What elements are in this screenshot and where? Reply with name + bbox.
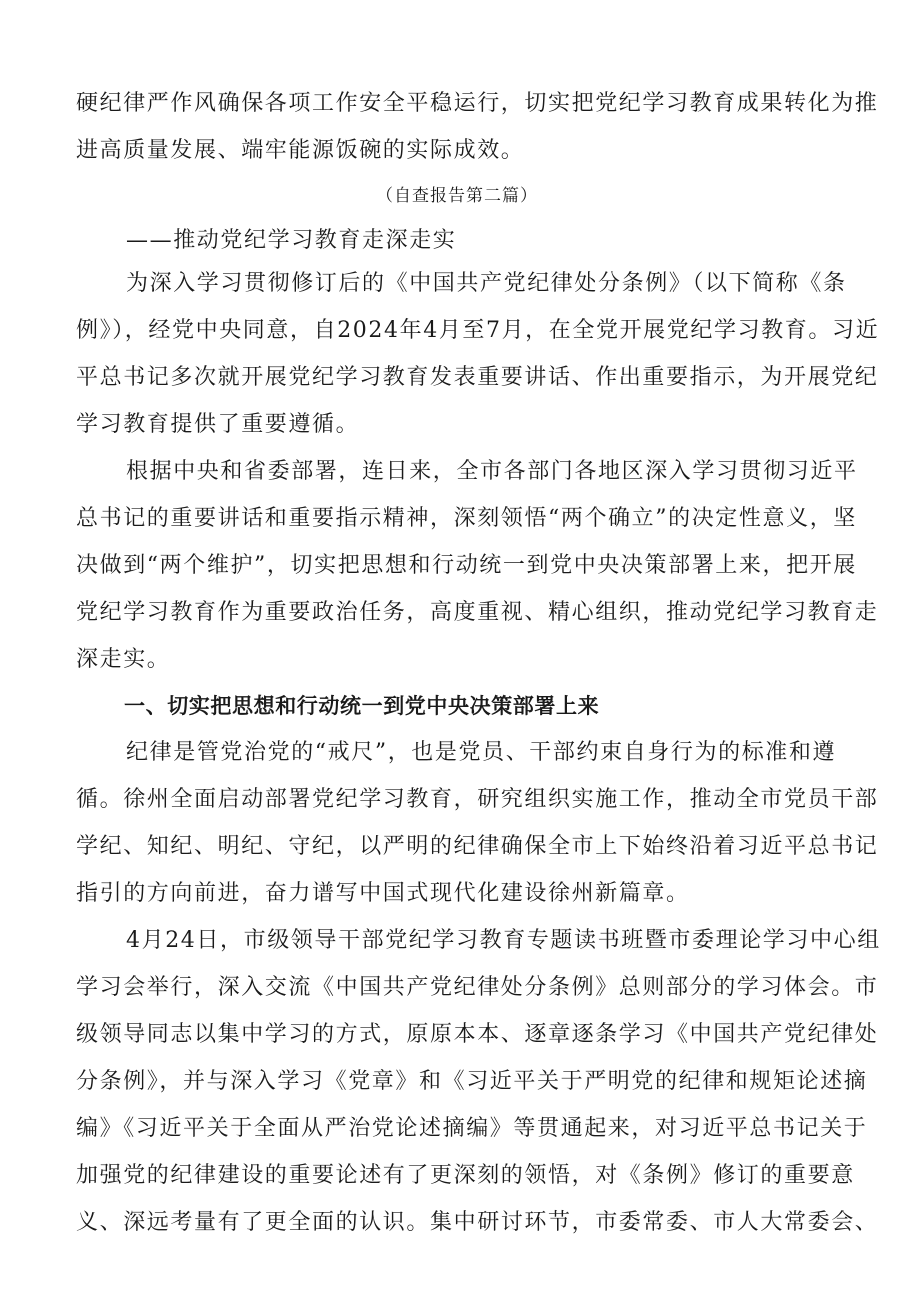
para1-line-3: 平总书记多次就开展党纪学习教育发表重要讲话、作出重要指示，为开展党纪	[76, 365, 879, 390]
para2-line-4: 党纪学习教育作为重要政治任务，高度重视、精心组织，推动党纪学习教育走	[76, 600, 879, 625]
para4-line-2: 学习会举行，深入交流《中国共产党纪律处分条例》总则部分的学习体会。市	[76, 975, 879, 1000]
para2-line-5: 深走实。	[76, 647, 171, 672]
subtitle: ——推动党纪学习教育走深走实	[126, 228, 457, 253]
para4-line-4: 分条例》，并与深入学习《党章》和《习近平关于严明党的纪律和规矩论述摘	[76, 1069, 868, 1094]
para4-line-7: 义、深远考量有了更全面的认识。集中研讨环节，市委常委、市人大常委会、	[76, 1210, 879, 1235]
para4-line-5: 编》《习近平关于全面从严治党论述摘编》等贯通起来，对习近平总书记关于	[76, 1116, 868, 1141]
para3-line-3: 学纪、知纪、明纪、守纪，以严明的纪律确保全市上下始终沿着习近平总书记	[76, 834, 879, 859]
intro-line-2: 进高质量发展、端牢能源饭碗的实际成效。	[76, 138, 525, 163]
para3-line-1: 纪律是管党治党的“戒尺”，也是党员、干部约束自身行为的标准和遵	[126, 740, 837, 765]
para4-line-6: 加强党的纪律建设的重要论述有了更深刻的领悟，对《条例》修订的重要意	[76, 1163, 855, 1188]
para2-line-3: 决做到“两个维护”，切实把思想和行动统一到党中央决策部署上来，把开展	[76, 553, 857, 578]
para1-line-2: 例》），经党中央同意，自2024年4月至7月，在全党开展党纪学习教育。习近	[76, 318, 880, 343]
para2-line-1: 根据中央和省委部署，连日来，全市各部门各地区深入学习贯彻习近平	[126, 459, 858, 484]
para2-line-2: 总书记的重要讲话和重要指示精神，深刻领悟“两个确立”的决定性意义，坚	[76, 506, 857, 531]
heading-1: 一、切实把思想和行动统一到党中央决策部署上来	[124, 694, 600, 718]
para4-line-1: 4月24日，市级领导干部党纪学习教育专题读书班暨市委理论学习中心组	[126, 928, 881, 953]
section-title: （自查报告第二篇）	[376, 186, 538, 206]
para3-line-2: 循。徐州全面启动部署党纪学习教育，研究组织实施工作，推动全市党员干部	[76, 787, 879, 812]
para1-line-1: 为深入学习贯彻修订后的《中国共产党纪律处分条例》（以下简称《条	[126, 271, 847, 296]
intro-line-1: 硬纪律严作风确保各项工作安全平稳运行，切实把党纪学习教育成果转化为推	[76, 91, 879, 116]
para1-line-4: 学习教育提供了重要遵循。	[76, 412, 360, 437]
para3-line-4: 指引的方向前进，奋力谱写中国式现代化建设徐州新篇章。	[76, 881, 690, 906]
para4-line-3: 级领导同志以集中学习的方式，原原本本、逐章逐条学习《中国共产党纪律处	[76, 1022, 879, 1047]
